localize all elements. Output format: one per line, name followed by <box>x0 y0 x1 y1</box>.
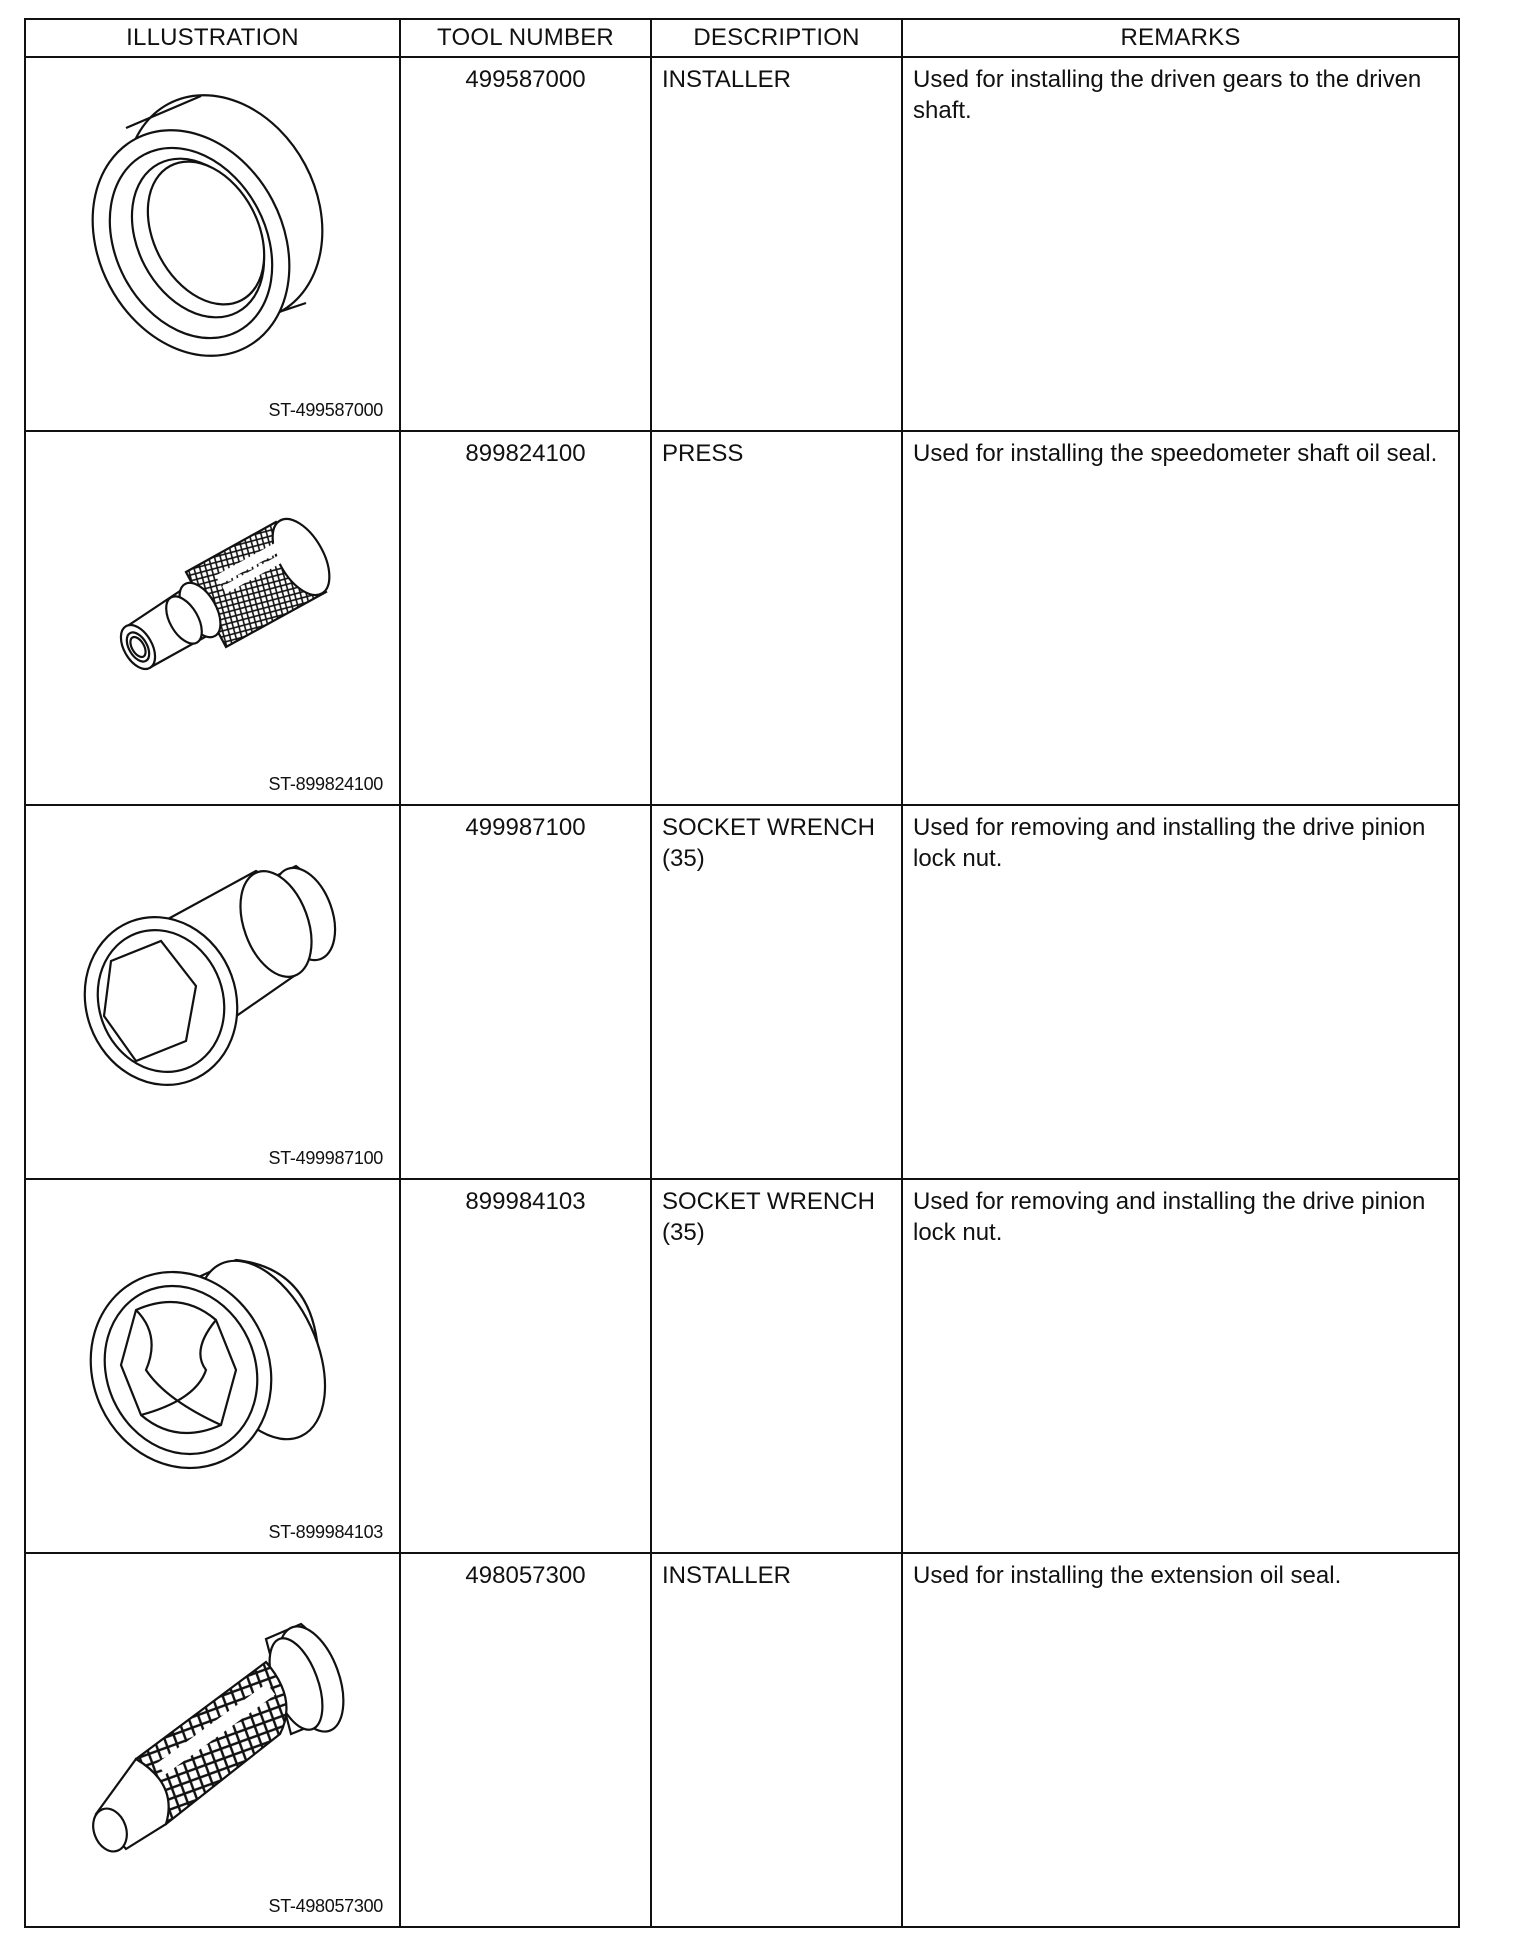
header-row <box>25 19 1459 57</box>
header-tool-number: TOOL NUMBER <box>400 19 651 57</box>
illustration-code: ST-899824100 <box>268 774 383 794</box>
description: INSTALLER <box>651 57 902 431</box>
table-row <box>25 1553 1459 1927</box>
tool-number: 498057300 <box>400 1553 651 1927</box>
illustration-cell <box>25 1553 400 1927</box>
illustration-cell <box>25 431 400 805</box>
header-description: DESCRIPTION <box>651 19 902 57</box>
illustration-code: ST-498057300 <box>268 1896 383 1916</box>
ring-installer-icon <box>66 88 366 388</box>
illustration-cell <box>25 1179 400 1553</box>
table-row <box>25 57 1459 431</box>
table-row <box>25 805 1459 1179</box>
description: INSTALLER <box>651 1553 902 1927</box>
illustration-code: ST-499587000 <box>268 400 383 420</box>
socket-wrench-icon <box>66 1210 366 1510</box>
illustration-cell <box>25 57 400 431</box>
header-illustration: ILLUSTRATION <box>25 19 400 57</box>
table-row <box>25 431 1459 805</box>
knurled-installer-icon <box>66 1584 366 1884</box>
description: PRESS <box>651 431 902 805</box>
remarks: Used for installing the extension oil seal. <box>902 1553 1459 1927</box>
socket-wrench-icon <box>66 836 366 1136</box>
remarks: Used for removing and installing the drive pinion lock nut. <box>902 805 1459 1179</box>
illustration-code: ST-499987100 <box>268 1148 383 1168</box>
remarks: Used for removing and installing the drive pinion lock nut. <box>902 1179 1459 1553</box>
description: SOCKET WRENCH (35) <box>651 805 902 1179</box>
illustration-cell <box>25 805 400 1179</box>
tool-number: 899984103 <box>400 1179 651 1553</box>
remarks: Used for installing the speedometer shaft oil seal. <box>902 431 1459 805</box>
special-tools-table <box>24 18 1460 1928</box>
knurled-press-icon <box>66 462 366 762</box>
tool-number: 499587000 <box>400 57 651 431</box>
header-remarks: REMARKS <box>902 19 1459 57</box>
tool-number: 899824100 <box>400 431 651 805</box>
illustration-code: ST-899984103 <box>268 1522 383 1542</box>
remarks: Used for installing the driven gears to the driven shaft. <box>902 57 1459 431</box>
description: SOCKET WRENCH (35) <box>651 1179 902 1553</box>
table-row <box>25 1179 1459 1553</box>
tool-number: 499987100 <box>400 805 651 1179</box>
